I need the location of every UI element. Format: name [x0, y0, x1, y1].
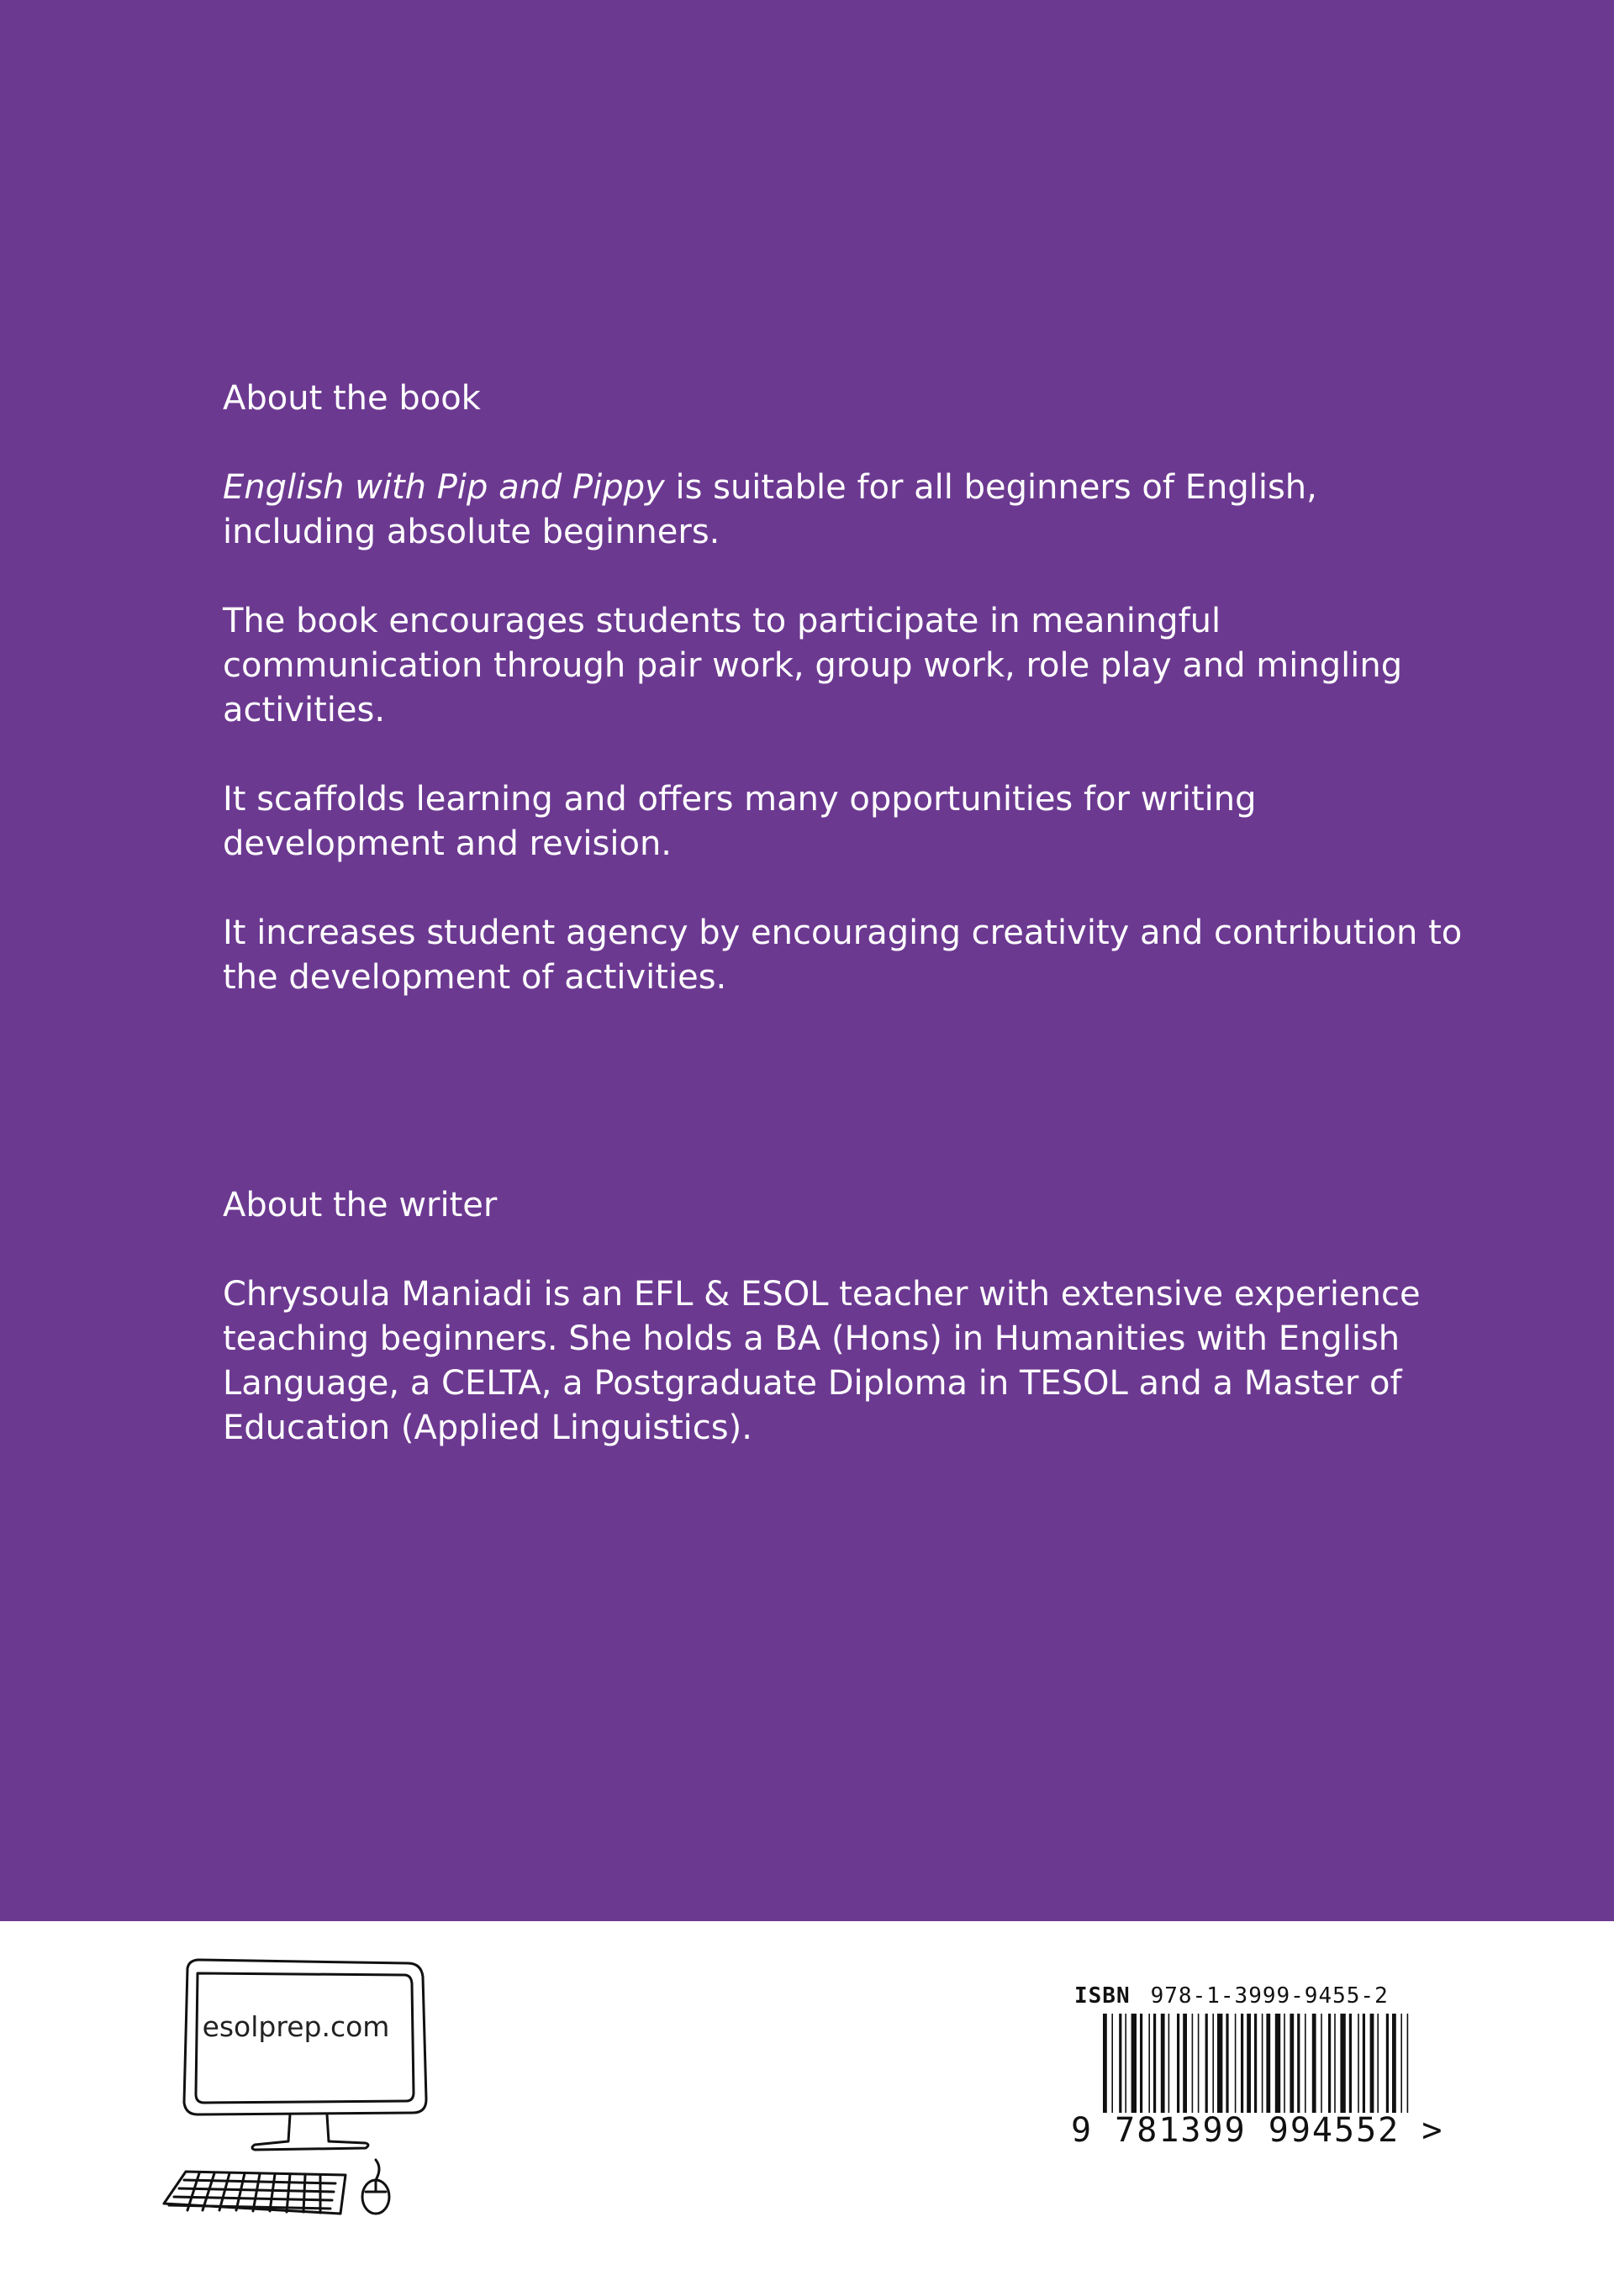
isbn-number: 978-1-3999-9455-2 — [1150, 1983, 1389, 2009]
book-title: English with Pip and Pippy — [223, 468, 665, 507]
computer-icon — [156, 1951, 441, 2229]
about-book-section — [223, 377, 1467, 1000]
about-book-paragraph-1-rest: is suitable for all beginners of English, including absolute beginners. — [223, 468, 1317, 551]
isbn-label — [1074, 1983, 1389, 2009]
about-writer-paragraph: Chrysoula Maniadi is an EFL & ESOL teacher with extensive experience teaching beginners. She holds a BA (Hons) in Humanities with English Language, a CELTA, a Postgraduate Diploma in TESOL and a Master of Education (Applied Linguistics). — [223, 1275, 1421, 1447]
about-book-heading: About the book — [223, 379, 481, 418]
about-writer-section — [223, 1183, 1467, 1451]
isbn-prefix: ISBN — [1074, 1983, 1131, 2009]
about-book-paragraph-3: It scaffolds learning and offers many opportunities for writing development and revision. — [223, 780, 1257, 863]
barcode — [1103, 2014, 1414, 2113]
barcode-digits: 9 781399 994552 > — [1071, 2111, 1444, 2150]
about-book-paragraph-2: The book encourages students to participate in meaningful communication through pair work, group work, role play and mingling activities. — [223, 602, 1403, 729]
logo-text: esolprep.com — [202, 2010, 390, 2043]
about-book-paragraph-1 — [223, 466, 1467, 555]
about-book-paragraph-4: It increases student agency by encouraging creativity and contribution to the development of activities. — [223, 914, 1463, 997]
about-writer-heading: About the writer — [223, 1186, 498, 1224]
